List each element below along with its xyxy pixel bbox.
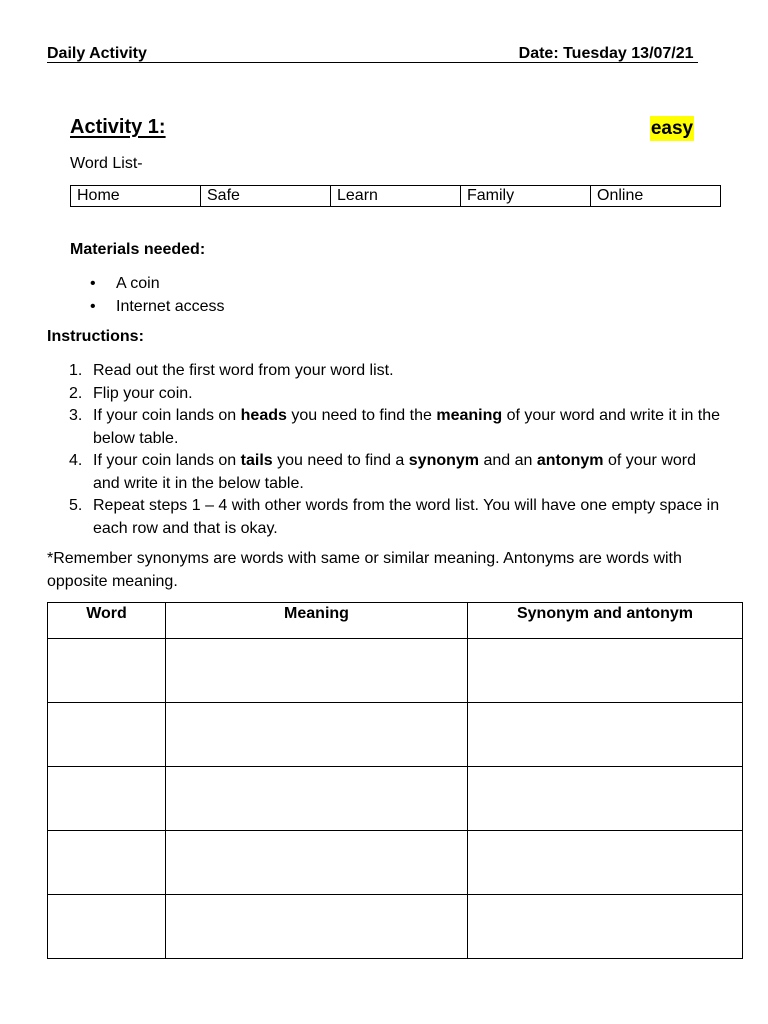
materials-heading: Materials needed: xyxy=(70,241,206,258)
column-header-synonym-antonym: Synonym and antonym xyxy=(468,603,743,639)
table-row xyxy=(48,703,743,767)
step-text: If your coin lands on xyxy=(93,452,241,469)
synonym-antonym-answer-cell[interactable] xyxy=(468,767,743,831)
step-text: Read out the first word from your word list. xyxy=(93,362,394,379)
step-text: of your word and write it in the below table. xyxy=(93,407,721,447)
word-answer-cell[interactable] xyxy=(48,703,166,767)
step-number: 5. xyxy=(69,497,83,514)
synonym-antonym-answer-cell[interactable] xyxy=(468,639,743,703)
word-cell: Online xyxy=(591,186,721,207)
step-text: Repeat steps 1 – 4 with other words from the word list. You will have one empty space in each row and that is okay. xyxy=(93,497,720,537)
header-title: Daily Activity xyxy=(47,45,147,62)
instruction-step xyxy=(47,360,727,383)
instruction-step xyxy=(47,383,727,406)
step-keyword: meaning xyxy=(436,407,503,424)
step-text: If your coin lands on xyxy=(93,407,241,424)
word-answer-cell[interactable] xyxy=(48,895,166,959)
instruction-step xyxy=(47,405,727,450)
synonym-antonym-answer-cell[interactable] xyxy=(468,703,743,767)
step-text: and an xyxy=(479,452,537,469)
materials-item: • Internet access xyxy=(70,295,225,318)
step-text: Flip your coin. xyxy=(93,384,193,402)
table-row xyxy=(48,831,743,895)
step-number: 4. xyxy=(69,452,83,469)
meaning-answer-cell[interactable] xyxy=(166,767,468,831)
meaning-answer-cell[interactable] xyxy=(166,639,468,703)
column-header-meaning: Meaning xyxy=(166,603,468,639)
instruction-step xyxy=(47,495,727,540)
table-row xyxy=(48,639,743,703)
materials-item: • A coin xyxy=(70,272,225,295)
word-cell: Safe xyxy=(201,186,331,207)
step-text: of your word and write it in the below table. xyxy=(93,452,696,492)
materials-list xyxy=(70,272,225,318)
word-cell: Family xyxy=(461,186,591,207)
header-date: Date: Tuesday 13/07/21 xyxy=(518,45,698,62)
step-keyword: antonym xyxy=(536,452,604,469)
word-list-label: Word List- xyxy=(70,155,143,172)
step-text: you need to find a xyxy=(272,452,409,469)
word-list-table xyxy=(70,185,721,207)
word-answer-cell[interactable] xyxy=(48,831,166,895)
step-number: 1. xyxy=(69,362,83,379)
step-keyword: synonym xyxy=(408,452,480,469)
step-number: 3. xyxy=(69,407,83,424)
column-header-word: Word xyxy=(48,603,166,639)
word-answer-cell[interactable] xyxy=(48,639,166,703)
meaning-answer-cell[interactable] xyxy=(166,831,468,895)
instruction-step xyxy=(47,450,727,495)
word-cell: Learn xyxy=(331,186,461,207)
word-cell: Home xyxy=(71,186,201,207)
table-row xyxy=(48,895,743,959)
synonym-antonym-note: *Remember synonyms are words with same or similar meaning. Antonyms are words with opposite meaning. xyxy=(47,550,682,590)
meaning-answer-cell[interactable] xyxy=(166,703,468,767)
synonym-antonym-answer-cell[interactable] xyxy=(468,895,743,959)
page-header xyxy=(47,45,698,63)
table-row xyxy=(48,767,743,831)
step-keyword: tails xyxy=(240,452,273,469)
activity-title: Activity 1: xyxy=(70,116,166,138)
instruction-steps xyxy=(47,360,727,540)
word-answer-cell[interactable] xyxy=(48,767,166,831)
answer-table xyxy=(47,602,743,959)
meaning-answer-cell[interactable] xyxy=(166,895,468,959)
step-text: you need to find the xyxy=(286,407,437,424)
difficulty-badge: easy xyxy=(650,118,694,139)
step-number: 2. xyxy=(69,384,83,402)
synonym-antonym-answer-cell[interactable] xyxy=(468,831,743,895)
step-keyword: heads xyxy=(240,407,287,424)
instructions-heading: Instructions: xyxy=(47,328,144,345)
